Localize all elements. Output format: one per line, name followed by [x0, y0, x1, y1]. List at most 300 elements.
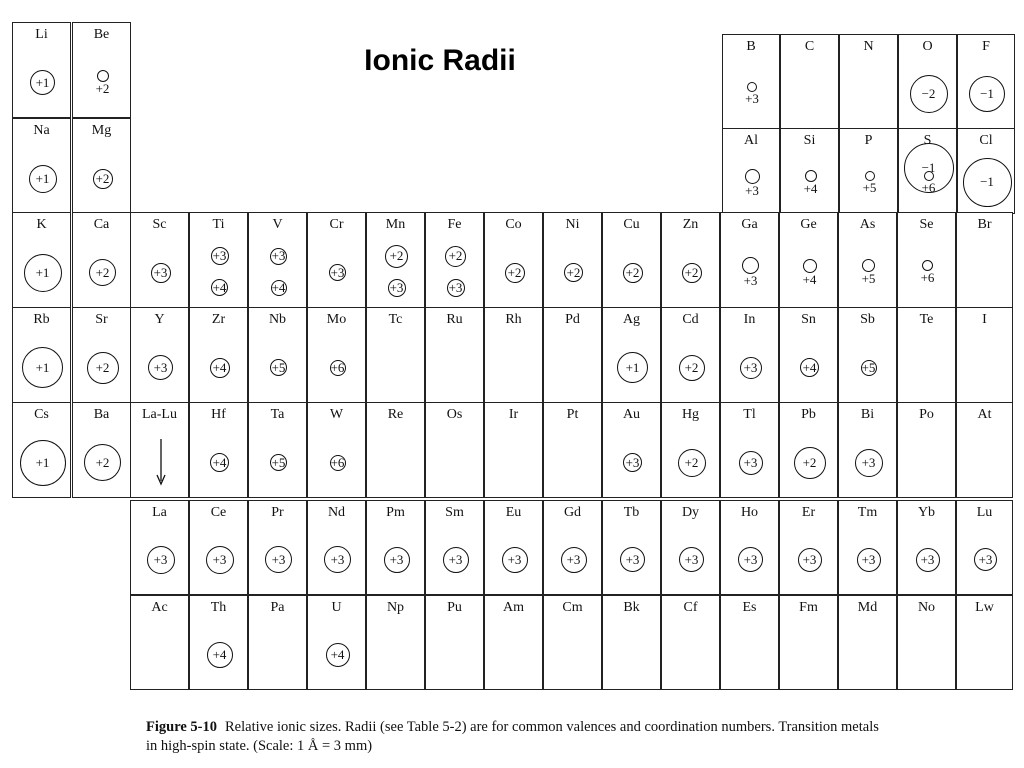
element-symbol: La-Lu [142, 407, 177, 422]
ion-charge-label: +1 [35, 264, 50, 280]
ion-circle [803, 259, 817, 273]
element-cell-c [780, 34, 839, 129]
ion-charge-label: +6 [330, 359, 345, 375]
element-cell-k [12, 212, 71, 308]
ion-circle [30, 70, 55, 95]
element-symbol: Tm [857, 505, 878, 520]
ion-circle [326, 643, 350, 667]
ion-charge-label: +3 [743, 551, 758, 567]
element-symbol: Be [93, 27, 110, 42]
element-symbol: Ta [270, 407, 285, 422]
ion-charge-label: +2 [95, 170, 110, 186]
element-symbol: In [743, 312, 756, 327]
element-symbol: Dy [681, 505, 700, 520]
ion-charge-label: +3 [212, 248, 227, 264]
ion-charge-label: +3 [743, 454, 758, 470]
ion-circle [857, 548, 881, 572]
ion-circle [800, 358, 819, 377]
element-cell-ca [72, 212, 131, 308]
element-cell-s [898, 128, 957, 214]
ion-charge-label: +3 [566, 551, 581, 567]
element-symbol: Ru [446, 312, 463, 327]
ion-charge-label: +2 [95, 359, 110, 375]
element-cell-cu [602, 212, 661, 308]
ion-circle [740, 357, 762, 379]
element-cell-nd [307, 500, 366, 595]
ion-charge-label: +3 [625, 551, 640, 567]
element-symbol: I [982, 312, 987, 327]
element-symbol: F [982, 39, 990, 54]
element-cell-nb [248, 307, 307, 403]
ion-circle [910, 75, 948, 113]
ion-circle [564, 263, 583, 282]
element-symbol: Np [386, 600, 405, 615]
element-symbol: N [863, 39, 874, 54]
ion-charge-label: +6 [920, 270, 935, 286]
element-symbol: At [977, 407, 992, 422]
ion-circle [623, 453, 642, 472]
element-symbol: Si [803, 133, 816, 148]
ion-charge-label: +3 [745, 91, 759, 107]
ion-circle [745, 169, 760, 184]
ion-circle [798, 548, 822, 572]
element-cell-cf [661, 595, 720, 690]
element-cell-sm [425, 500, 484, 595]
ion-charge-label: +3 [389, 279, 404, 295]
element-cell-no [897, 595, 956, 690]
ion-charge-label: +1 [35, 170, 50, 186]
element-symbol: Re [387, 407, 404, 422]
element-symbol: Tc [388, 312, 403, 327]
ion-charge-label: +3 [507, 551, 522, 567]
ion-circle [270, 248, 287, 265]
element-cell-li [12, 22, 71, 118]
element-symbol: C [804, 39, 815, 54]
element-cell-as [838, 212, 897, 308]
element-cell-la-lu [130, 402, 189, 498]
element-cell-pr [248, 500, 307, 595]
element-cell-md [838, 595, 897, 690]
ion-circle [147, 546, 175, 574]
down-arrow-icon [155, 437, 167, 487]
ion-charge-label: +3 [153, 359, 168, 375]
element-cell-se [897, 212, 956, 308]
ion-charge-label: +3 [745, 182, 759, 198]
ion-circle [561, 547, 587, 573]
element-symbol: Cs [34, 407, 49, 422]
element-cell-tb [602, 500, 661, 595]
ion-circle [270, 359, 287, 376]
ion-charge-label: +2 [802, 454, 817, 470]
ion-charge-label: +3 [861, 551, 876, 567]
ion-circle [84, 444, 121, 481]
element-symbol: Cl [979, 133, 993, 148]
element-symbol: Md [857, 600, 878, 615]
element-cell-br [956, 212, 1013, 308]
ion-charge-label: +6 [330, 454, 345, 470]
ion-circle [211, 247, 229, 265]
ion-circle [87, 352, 119, 384]
ion-circle [505, 263, 525, 283]
element-symbol: Sr [95, 312, 108, 327]
ion-circle [738, 547, 763, 572]
ion-circle [24, 254, 62, 292]
ion-charge-label: +5 [861, 359, 876, 375]
element-symbol: U [331, 600, 342, 615]
element-symbol: Nb [268, 312, 287, 327]
element-cell-rh [484, 307, 543, 403]
element-symbol: Au [622, 407, 641, 422]
element-symbol: Rb [33, 312, 50, 327]
element-symbol: No [917, 600, 936, 615]
element-cell-ge [779, 212, 838, 308]
ion-circle [794, 447, 826, 479]
ion-circle [617, 352, 648, 383]
ion-charge-label: −1 [980, 85, 994, 101]
element-cell-ti [189, 212, 248, 308]
figure-caption [146, 718, 886, 756]
ion-circle [916, 548, 940, 572]
element-cell-tl [720, 402, 779, 498]
element-symbol: Lw [975, 600, 994, 615]
element-cell-na [12, 118, 71, 214]
element-cell-pa [248, 595, 307, 690]
ion-circle [974, 548, 997, 571]
element-symbol: Pr [271, 505, 284, 520]
element-cell-au [602, 402, 661, 498]
element-symbol: Sn [801, 312, 816, 327]
ion-charge-label: +5 [271, 359, 286, 375]
element-symbol: Es [742, 600, 757, 615]
element-cell-er [779, 500, 838, 595]
element-symbol: Ir [508, 407, 519, 422]
ion-charge-label: +3 [389, 551, 404, 567]
ion-circle [211, 279, 228, 296]
ion-circle [742, 257, 759, 274]
element-symbol: Cd [682, 312, 699, 327]
ion-charge-label: +3 [743, 359, 758, 375]
ion-charge-label: +4 [803, 181, 818, 197]
element-symbol: Tl [743, 407, 756, 422]
ion-circle [206, 546, 234, 574]
element-symbol: Po [919, 407, 934, 422]
ion-charge-label: +3 [743, 273, 758, 289]
element-symbol: Pt [566, 407, 579, 422]
element-cell-f [957, 34, 1015, 129]
ion-charge-label: +4 [271, 279, 286, 295]
ion-circle [22, 347, 63, 388]
element-cell-lu [956, 500, 1013, 595]
ion-charge-label: +1 [625, 359, 640, 375]
element-cell-be [72, 22, 131, 118]
element-cell-cl [957, 128, 1015, 214]
element-cell-sc [130, 212, 189, 308]
element-symbol: Y [154, 312, 165, 327]
ion-charge-label: +4 [212, 279, 227, 295]
element-cell-ta [248, 402, 307, 498]
ion-circle [620, 547, 645, 572]
ion-charge-label: +3 [861, 454, 876, 470]
element-cell-at [956, 402, 1013, 498]
element-cell-ac [130, 595, 189, 690]
element-symbol: Te [919, 312, 934, 327]
ion-circle [678, 449, 706, 477]
element-symbol: As [859, 217, 876, 232]
element-symbol: Am [503, 600, 524, 615]
ion-circle [384, 547, 410, 573]
ion-charge-label: +2 [684, 264, 699, 280]
element-cell-al [722, 128, 780, 214]
element-cell-v [248, 212, 307, 308]
element-symbol: Fm [799, 600, 818, 615]
element-symbol: Na [33, 123, 50, 138]
element-symbol: Os [446, 407, 463, 422]
element-cell-te [897, 307, 956, 403]
element-cell-in [720, 307, 779, 403]
element-symbol: Co [505, 217, 522, 232]
element-symbol: Bi [860, 407, 875, 422]
element-cell-bi [838, 402, 897, 498]
element-symbol: B [746, 39, 756, 54]
ion-circle [20, 440, 66, 486]
element-symbol: Eu [505, 505, 522, 520]
ion-circle [29, 165, 57, 193]
element-cell-fe [425, 212, 484, 308]
element-cell-sn [779, 307, 838, 403]
ion-charge-label: +1 [35, 454, 50, 470]
element-cell-pd [543, 307, 602, 403]
element-symbol: Hg [681, 407, 700, 422]
caption-figure-label: Figure 5-10 [146, 719, 218, 735]
ion-charge-label: +4 [330, 646, 345, 662]
ion-charge-label: +3 [448, 551, 463, 567]
element-cell-tm [838, 500, 897, 595]
ion-charge-label: +2 [684, 454, 699, 470]
ion-circle [385, 245, 408, 268]
element-cell-rb [12, 307, 71, 403]
element-symbol: Li [35, 27, 48, 42]
element-symbol: Sm [445, 505, 464, 520]
ion-circle [445, 246, 466, 267]
element-cell-cr [307, 212, 366, 308]
ion-charge-label: +4 [212, 454, 227, 470]
ion-circle [679, 355, 705, 381]
ion-charge-label: +3 [625, 454, 640, 470]
ion-charge-label: +5 [862, 180, 877, 196]
element-cell-sb [838, 307, 897, 403]
ion-charge-label: +3 [448, 279, 463, 295]
ion-charge-label: +3 [153, 551, 168, 567]
element-cell-eu [484, 500, 543, 595]
ion-circle [502, 547, 528, 573]
element-symbol: Sb [860, 312, 875, 327]
ion-circle [207, 642, 233, 668]
element-symbol: Hf [211, 407, 226, 422]
ion-circle [861, 360, 877, 376]
ion-charge-label: +4 [802, 359, 817, 375]
element-symbol: Mo [326, 312, 347, 327]
element-symbol: Pa [270, 600, 285, 615]
ion-charge-label: +3 [330, 551, 345, 567]
ion-circle [148, 355, 173, 380]
element-cell-ir [484, 402, 543, 498]
element-symbol: Lu [976, 505, 993, 520]
ion-charge-label: +5 [861, 271, 876, 287]
element-symbol: Pb [801, 407, 816, 422]
element-symbol: Bk [623, 600, 640, 615]
element-cell-ag [602, 307, 661, 403]
ion-circle [963, 158, 1012, 207]
element-symbol: O [922, 39, 933, 54]
element-symbol: Pd [565, 312, 580, 327]
ion-circle [210, 453, 229, 472]
ion-charge-label: +2 [625, 264, 640, 280]
element-cell-i [956, 307, 1013, 403]
ion-charge-label: −2 [921, 85, 936, 101]
ion-circle [443, 547, 469, 573]
ion-charge-label: +3 [684, 551, 699, 567]
ion-circle [324, 546, 351, 573]
ion-charge-label: +2 [507, 264, 522, 280]
ion-charge-label: +3 [153, 264, 168, 280]
element-cell-gd [543, 500, 602, 595]
element-cell-hf [189, 402, 248, 498]
ion-circle [329, 264, 346, 281]
element-symbol: Ge [800, 217, 817, 232]
element-cell-si [780, 128, 839, 214]
ion-circle [93, 169, 113, 189]
ion-charge-label: +3 [920, 551, 935, 567]
element-symbol: Th [210, 600, 227, 615]
ion-circle [330, 455, 346, 471]
element-symbol: Ga [741, 217, 758, 232]
element-cell-bk [602, 595, 661, 690]
ion-charge-label: +3 [330, 264, 345, 280]
element-cell-pu [425, 595, 484, 690]
caption-text: Relative ionic sizes. Radii (see Table 5-2) are for common valences and coordination numbers. Transition metals in high-spin state. (Scale: 1 Å = 3 mm) [146, 719, 879, 754]
ion-charge-label: +5 [271, 454, 286, 470]
element-cell-yb [897, 500, 956, 595]
element-cell-mo [307, 307, 366, 403]
figure-title: Ionic Radii [364, 44, 516, 77]
ion-charge-label: +3 [978, 551, 993, 567]
element-symbol: La [152, 505, 167, 520]
element-cell-ru [425, 307, 484, 403]
ion-circle [151, 263, 171, 283]
element-cell-cm [543, 595, 602, 690]
ion-charge-label: +2 [566, 264, 581, 280]
ion-circle [265, 546, 292, 573]
element-symbol: Al [744, 133, 758, 148]
ion-circle [739, 451, 763, 475]
ion-circle [388, 279, 406, 297]
ion-circle [679, 547, 704, 572]
ion-circle [969, 76, 1005, 112]
element-symbol: Fe [447, 217, 462, 232]
element-symbol: K [36, 217, 47, 232]
ion-circle [447, 279, 465, 297]
element-symbol: Cr [329, 217, 344, 232]
element-cell-w [307, 402, 366, 498]
element-cell-co [484, 212, 543, 308]
element-symbol: Se [919, 217, 934, 232]
element-symbol: P [864, 133, 873, 148]
element-cell-np [366, 595, 425, 690]
element-symbol: Tb [623, 505, 640, 520]
element-cell-mg [72, 118, 131, 214]
element-cell-p [839, 128, 898, 214]
ion-circle [682, 263, 702, 283]
ion-charge-label: +4 [212, 646, 227, 662]
element-symbol: Br [977, 217, 992, 232]
element-symbol: Ca [93, 217, 110, 232]
element-cell-ni [543, 212, 602, 308]
element-symbol: W [329, 407, 344, 422]
element-cell-n [839, 34, 898, 129]
element-cell-ho [720, 500, 779, 595]
element-symbol: Sc [152, 217, 167, 232]
element-symbol: Nd [327, 505, 346, 520]
element-cell-cs [12, 402, 71, 498]
ion-charge-label: +2 [95, 264, 110, 280]
ion-charge-label: +4 [802, 271, 817, 287]
element-cell-am [484, 595, 543, 690]
element-symbol: V [272, 217, 283, 232]
ion-charge-label: +3 [271, 248, 286, 264]
ion-circle [623, 263, 643, 283]
element-symbol: Mg [91, 123, 112, 138]
ion-charge-label: +3 [212, 551, 227, 567]
element-symbol: Ho [740, 505, 759, 520]
element-cell-ga [720, 212, 779, 308]
ion-circle [330, 360, 346, 376]
element-cell-cd [661, 307, 720, 403]
element-cell-th [189, 595, 248, 690]
element-cell-lw [956, 595, 1013, 690]
element-symbol: Pm [386, 505, 405, 520]
element-cell-ba [72, 402, 131, 498]
element-symbol: Zn [682, 217, 699, 232]
element-cell-b [722, 34, 780, 129]
element-cell-la [130, 500, 189, 595]
element-cell-zr [189, 307, 248, 403]
element-cell-fm [779, 595, 838, 690]
element-symbol: Zr [211, 312, 226, 327]
element-symbol: Rh [505, 312, 522, 327]
ion-charge-label: +6 [921, 180, 936, 196]
element-cell-o [898, 34, 957, 129]
element-symbol: S [923, 133, 932, 148]
ion-charge-label: +1 [35, 74, 50, 90]
ion-circle [210, 358, 230, 378]
element-symbol: Er [801, 505, 816, 520]
ion-circle [270, 454, 287, 471]
element-symbol: Ba [93, 407, 110, 422]
element-cell-y [130, 307, 189, 403]
element-cell-hg [661, 402, 720, 498]
element-cell-mn [366, 212, 425, 308]
ion-charge-label: +4 [212, 359, 227, 375]
ion-charge-label: −1 [921, 159, 936, 175]
ion-charge-label: +2 [389, 248, 404, 264]
element-cell-re [366, 402, 425, 498]
ion-charge-label: −1 [980, 174, 994, 190]
element-cell-pm [366, 500, 425, 595]
element-cell-os [425, 402, 484, 498]
element-cell-zn [661, 212, 720, 308]
element-symbol: Gd [563, 505, 582, 520]
element-symbol: Ni [565, 217, 580, 232]
